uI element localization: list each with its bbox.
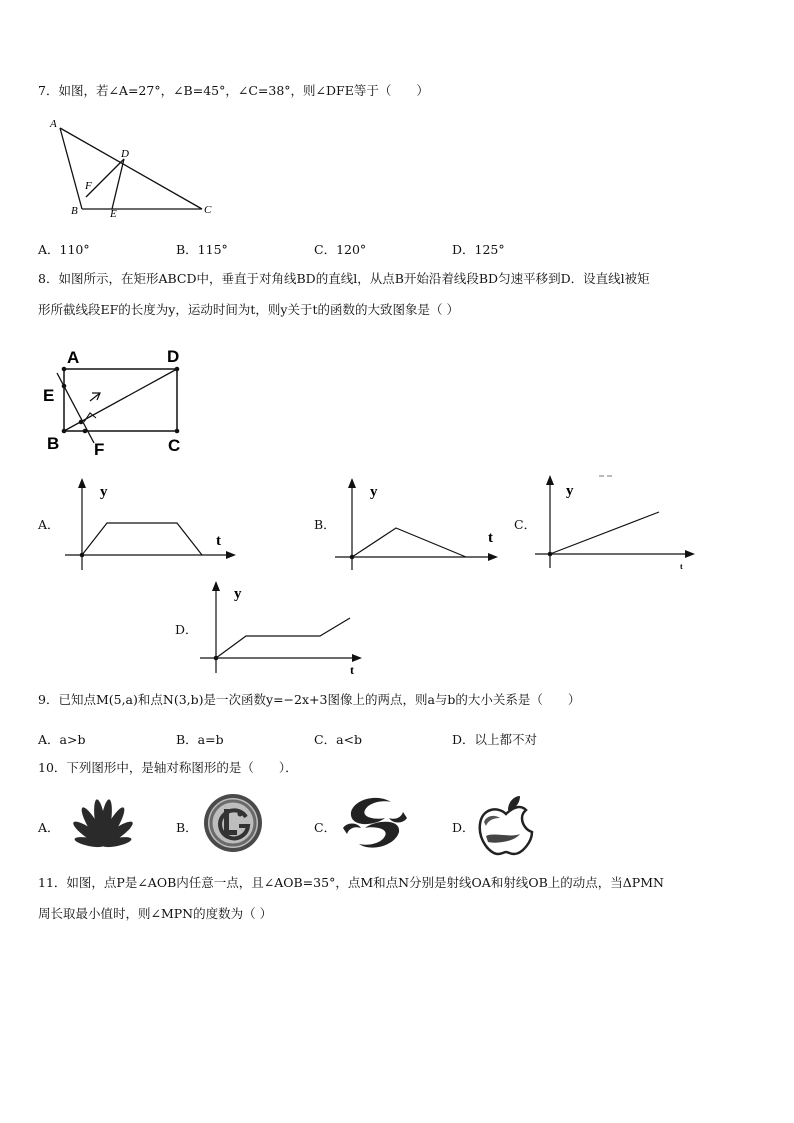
q8-graph-a-t-label: t (216, 533, 221, 549)
q8-graph-c-y-label: y (566, 483, 574, 499)
q9-stem: 9．已知点M(5,a)和点N(3,b)是一次函数y=−2x+3图像上的两点，则a与b的大小关系是（ ） (38, 692, 581, 707)
q8-option-d: D． (175, 622, 198, 637)
q8-option-c: C． (514, 517, 537, 532)
q8-label-c: C (168, 436, 181, 455)
q7-option-d: D．125° (452, 242, 505, 257)
q8-graph-d-t-label: t (350, 663, 354, 677)
q9-option-c: C．a<b (314, 732, 362, 747)
q8-label-b: B (47, 434, 60, 453)
q8-graph-b-y-label: y (370, 484, 378, 500)
q11-stem-line1: 11．如图，点P是∠AOB内任意一点，且∠AOB=35°，点M和点N分别是射线OA和射线OB上的动点，当ΔPMN (38, 875, 664, 890)
q8-graph-b-t-label: t (488, 530, 493, 546)
q8-option-b: B． (314, 517, 336, 532)
q7-option-a: A．110° (38, 242, 90, 257)
q8-option-a: A． (38, 517, 60, 532)
q7-label-e: E (110, 208, 117, 220)
q7-label-f: F (85, 180, 92, 192)
q9-option-a: A．a>b (38, 732, 86, 747)
q8-graph-c (530, 468, 700, 573)
lg-logo-icon (202, 792, 264, 854)
q11-stem-line2: 周长取最小值时，则∠MPN的度数为（ ） (38, 906, 273, 921)
q7-option-b: B．115° (176, 242, 228, 257)
q8-label-d: D (167, 347, 180, 366)
q7-option-c: C．120° (314, 242, 367, 257)
q8-stem-line2: 形所截线段EF的长度为y，运动时间为t，则y关于t的函数的大致图象是（ ） (38, 302, 459, 317)
q8-graph-b (330, 475, 510, 575)
q8-label-a: A (67, 348, 80, 367)
q7-label-c: C (204, 204, 212, 216)
q9-option-b: B．a=b (176, 732, 224, 747)
q7-label-a: A (50, 118, 57, 130)
apple-logo-icon (474, 792, 538, 858)
q10-option-b: B． (176, 820, 198, 835)
q7-label-b: B (71, 205, 78, 217)
q8-graph-a-y-label: y (100, 484, 108, 500)
q7-label-d: D (121, 148, 129, 160)
swirl-logo-icon (337, 792, 413, 854)
q8-label-e: E (43, 386, 55, 405)
q8-stem-line1: 8．如图所示，在矩形ABCD中，垂直于对角线BD的直线l，从点B开始沿着线段BD匀速平移到D．设直线l被矩 (38, 271, 650, 286)
q8-graph-d (195, 578, 375, 678)
q10-option-a: A． (38, 820, 60, 835)
q7-stem: 7．如图，若∠A=27°，∠B=45°，∠C=38°，则∠DFE等于（ ） (38, 83, 429, 98)
q8-label-f: F (94, 440, 105, 459)
q8-graph-a (60, 475, 240, 575)
q9-option-d: D．以上都不对 (452, 732, 538, 747)
q10-option-c: C． (314, 820, 337, 835)
q10-stem: 10．下列图形中，是轴对称图形的是（ ）． (38, 760, 298, 775)
q8-rectangle-figure (40, 345, 200, 460)
huawei-logo-icon (62, 793, 144, 853)
q8-graph-d-y-label: y (234, 586, 242, 602)
q8-graph-c-t-label: t (680, 562, 683, 571)
q7-triangle-figure (40, 113, 240, 223)
q10-option-d: D． (452, 820, 475, 835)
